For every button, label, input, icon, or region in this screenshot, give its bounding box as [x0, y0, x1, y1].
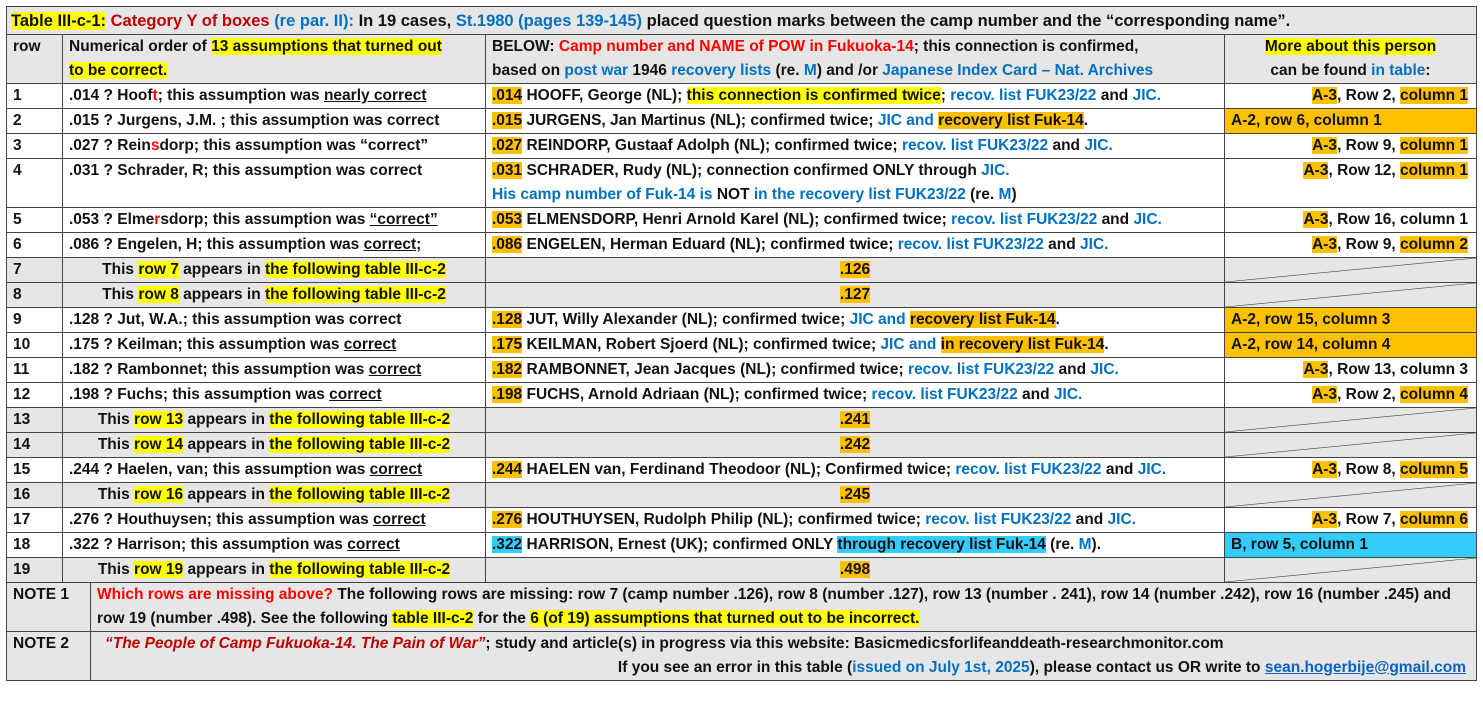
header-row-col: row — [7, 35, 63, 84]
camp-cell: .053 ELMENSDORP, Henri Arnold Karel (NL); confirmed twice; recov. list FUK23/22 and JIC. — [486, 208, 1225, 233]
title-source: St.1980 (pages 139-145) — [455, 11, 643, 30]
reference-cell: A-3, Row 8, column 5 — [1225, 458, 1477, 483]
assumption-cell: .015 ? Jurgens, J.M. ; this assumption was correct — [63, 109, 486, 134]
row-number: 18 — [7, 533, 63, 558]
table-row — [7, 458, 1477, 483]
camp-cell: .322 HARRISON, Ernest (UK); confirmed ONLY through recovery list Fuk-14 (re. M). — [486, 533, 1225, 558]
assumption-cell: .027 ? Reinsdorp; this assumption was “correct” — [63, 134, 486, 159]
table-row — [7, 333, 1477, 358]
camp-cell: .276 HOUTHUYSEN, Rudolph Philip (NL); confirmed twice; recov. list FUK23/22 and JIC. — [486, 508, 1225, 533]
assumption-cell: .014 ? Hooft; this assumption was nearly correct — [63, 84, 486, 109]
header-col3-red: Camp number and NAME of POW in Fukuoka-14 — [558, 38, 914, 55]
assumption-cell: .198 ? Fuchs; this assumption was correct — [63, 383, 486, 408]
assumption-cell: .128 ? Jut, W.A.; this assumption was correct — [63, 308, 486, 333]
reference-cell: A-3, Row 9, column 1 — [1225, 134, 1477, 159]
row-number: 12 — [7, 383, 63, 408]
assumption-cell: .182 ? Rambonnet; this assumption was correct — [63, 358, 486, 383]
assumption-cell: .053 ? Elmersdorp; this assumption was “correct” — [63, 208, 486, 233]
title-label: Table III-c-1: — [11, 11, 107, 30]
row-number: 19 — [7, 558, 63, 583]
moved-row-cell: This row 14 appears in the following table III-c-2 — [63, 433, 486, 458]
camp-cell: .127 — [486, 283, 1225, 308]
header-col3-postwar: post war — [564, 62, 629, 79]
camp-cell: .182 RAMBONNET, Jean Jacques (NL); confirmed twice; recov. list FUK23/22 and JIC. — [486, 358, 1225, 383]
header-assumptions-col — [63, 35, 486, 84]
assumption-cell: .276 ? Houthuysen; this assumption was correct — [63, 508, 486, 533]
assumption-cell: .175 ? Keilman; this assumption was correct — [63, 333, 486, 358]
moved-row-cell: This row 13 appears in the following table III-c-2 — [63, 408, 486, 433]
table-row — [7, 84, 1477, 109]
title-ref: (re par. II): — [274, 11, 354, 30]
camp-cell: .245 — [486, 483, 1225, 508]
header-col3-a: BELOW: — [492, 38, 555, 55]
reference-cell: A-3, Row 2, column 4 — [1225, 383, 1477, 408]
row-number: 17 — [7, 508, 63, 533]
header-col4-d: : — [1425, 62, 1431, 79]
moved-row-cell: This row 7 appears in the following table III-c-2 — [63, 258, 486, 283]
assumption-cell: .322 ? Harrison; this assumption was correct — [63, 533, 486, 558]
table-row — [7, 258, 1477, 283]
camp-cell: .498 — [486, 558, 1225, 583]
note-2 — [7, 631, 1477, 680]
table-row — [7, 558, 1477, 583]
camp-cell: .198 FUCHS, Arnold Adriaan (NL); confirmed twice; recov. list FUK23/22 and JIC. — [486, 383, 1225, 408]
reference-cell: A-3, Row 12, column 1 — [1225, 159, 1477, 208]
table-row — [7, 408, 1477, 433]
diagonal-cell — [1225, 283, 1477, 308]
note-1-text: Which rows are missing above? The following rows are missing: row 7 (camp number .126), row 8 (number .127), row 13 (number . 241), row 14 (number .242), row 16 (number .245) and row 19 (number .498). See the following table III-c-2 for the 6 (of 19) assumptions that turned out to be incorrect. — [91, 582, 1477, 631]
header-col2-b: to be correct. — [69, 62, 168, 79]
reference-cell: A-3, Row 16, column 1 — [1225, 208, 1477, 233]
header-col3-b: ; this connection is confirmed, — [913, 38, 1139, 55]
header-col4-c: in table — [1371, 62, 1426, 79]
table-row — [7, 483, 1477, 508]
row-number: 6 — [7, 233, 63, 258]
table-row — [7, 533, 1477, 558]
table-row — [7, 383, 1477, 408]
header-row — [7, 35, 1477, 84]
note-1-body: The following rows are missing: row 7 (camp number .126), row 8 (number .127), row 13 (number . 241), row 14 (number .242), row 16 (number .245) and row 19 (number .498). See the following — [97, 585, 1452, 627]
reference-cell: A-2, row 15, column 3 — [1225, 308, 1477, 333]
moved-row-cell: This row 16 appears in the following table III-c-2 — [63, 483, 486, 508]
table-row — [7, 159, 1477, 208]
table-row — [7, 208, 1477, 233]
row-number: 10 — [7, 333, 63, 358]
diagonal-cell — [1225, 258, 1477, 283]
header-col3-m: M — [803, 62, 817, 79]
diagonal-cell — [1225, 558, 1477, 583]
title-category: Category Y of boxes — [110, 11, 270, 30]
table-row — [7, 233, 1477, 258]
diagonal-cell — [1225, 408, 1477, 433]
camp-cell: .128 JUT, Willy Alexander (NL); confirmed twice; JIC and recovery list Fuk-14. — [486, 308, 1225, 333]
reference-cell: B, row 5, column 1 — [1225, 533, 1477, 558]
table-frame — [6, 6, 1476, 681]
title-text1: In 19 cases, — [358, 11, 452, 30]
row-number: 4 — [7, 159, 63, 208]
moved-row-cell: This row 19 appears in the following table III-c-2 — [63, 558, 486, 583]
header-col2-a: Numerical order of — [69, 38, 207, 55]
assumption-cell: .244 ? Haelen, van; this assumption was correct — [63, 458, 486, 483]
diagonal-cell — [1225, 433, 1477, 458]
camp-cell: .015 JURGENS, Jan Martinus (NL); confirmed twice; JIC and recovery list Fuk-14. — [486, 109, 1225, 134]
header-col3-recovery: recovery lists — [671, 62, 772, 79]
assumption-cell: .031 ? Schrader, R; this assumption was correct — [63, 159, 486, 208]
table-row — [7, 109, 1477, 134]
reference-cell: A-2, row 14, column 4 — [1225, 333, 1477, 358]
camp-cell: .242 — [486, 433, 1225, 458]
row-number: 16 — [7, 483, 63, 508]
moved-row-cell: This row 8 appears in the following table III-c-2 — [63, 283, 486, 308]
assumption-cell: .086 ? Engelen, H; this assumption was correct; — [63, 233, 486, 258]
camp-cell: .241 — [486, 408, 1225, 433]
row-number: 9 — [7, 308, 63, 333]
row-number: 3 — [7, 134, 63, 159]
row-number: 7 — [7, 258, 63, 283]
category-y-table — [6, 6, 1477, 583]
note-2-text: “The People of Camp Fukuoka-14. The Pain of War”; study and article(s) in progress via this website: Basicmedicsforlifeanddeath-researchmonitor.com If you see an error in this table (issued on July 1st, 2025), please contact us OR write to sean.hogerbije@gmail.com — [91, 631, 1477, 680]
row-number: 14 — [7, 433, 63, 458]
header-col3-jic: Japanese Index Card – Nat. Archives — [882, 62, 1154, 79]
header-camp-col — [486, 35, 1225, 84]
header-col3-and: ) and /or — [816, 62, 878, 79]
row-number: 13 — [7, 408, 63, 433]
table-row — [7, 134, 1477, 159]
note-1 — [7, 582, 1477, 631]
header-col3-c: based on — [492, 62, 561, 79]
note-2-quote: “The People of Camp Fukuoka-14. The Pain of War” — [105, 634, 486, 652]
header-col3-re: (re. — [775, 62, 800, 79]
title-row — [7, 7, 1477, 35]
table-title — [7, 7, 1477, 35]
table-row — [7, 433, 1477, 458]
email-link[interactable]: sean.hogerbije@gmail.com — [1264, 658, 1466, 676]
table-row — [7, 358, 1477, 383]
issued-date: issued on July 1st, 2025 — [852, 658, 1030, 676]
row-number: 2 — [7, 109, 63, 134]
header-col2-hl: 13 assumptions that turned out — [211, 38, 442, 55]
camp-cell: .244 HAELEN van, Ferdinand Theodoor (NL); Confirmed twice; recov. list FUK23/22 and JIC. — [486, 458, 1225, 483]
camp-cell: .086 ENGELEN, Herman Eduard (NL); confirmed twice; recov. list FUK23/22 and JIC. — [486, 233, 1225, 258]
reference-cell: A-3, Row 9, column 2 — [1225, 233, 1477, 258]
note-2-body: ; study and article(s) in progress via this website: Basicmedicsforlifeanddeath-researchmonitor.com — [485, 634, 1224, 652]
camp-cell: .126 — [486, 258, 1225, 283]
note-2-label: NOTE 2 — [7, 631, 91, 680]
reference-cell: A-3, Row 2, column 1 — [1225, 84, 1477, 109]
table-row — [7, 308, 1477, 333]
camp-cell: .027 REINDORP, Gustaaf Adolph (NL); confirmed twice; recov. list FUK23/22 and JIC. — [486, 134, 1225, 159]
header-more-col — [1225, 35, 1477, 84]
header-col4-b: can be found — [1270, 62, 1367, 79]
title-text2: placed question marks between the camp number and the “corresponding name”. — [646, 11, 1291, 30]
row-number: 11 — [7, 358, 63, 383]
header-col4-a: More about this person — [1264, 38, 1437, 55]
camp-cell: .014 HOOFF, George (NL); this connection is confirmed twice; recov. list FUK23/22 and JIC. — [486, 84, 1225, 109]
table-row — [7, 283, 1477, 308]
reference-cell: A-3, Row 13, column 3 — [1225, 358, 1477, 383]
note-1-label: NOTE 1 — [7, 582, 91, 631]
reference-cell: A-2, row 6, column 1 — [1225, 109, 1477, 134]
note-1-table-ref: table III-c-2 — [392, 609, 474, 627]
notes-table — [6, 582, 1477, 681]
diagonal-cell — [1225, 483, 1477, 508]
row-number: 1 — [7, 84, 63, 109]
table-row — [7, 508, 1477, 533]
camp-cell: .031 SCHRADER, Rudy (NL); connection confirmed ONLY through JIC. His camp number of Fuk-14 is NOT in the recovery list FUK23/22 (re. M) — [486, 159, 1225, 208]
row-number: 15 — [7, 458, 63, 483]
reference-cell: A-3, Row 7, column 6 — [1225, 508, 1477, 533]
row-number: 5 — [7, 208, 63, 233]
header-col3-year: 1946 — [632, 62, 667, 79]
camp-cell: .175 KEILMAN, Robert Sjoerd (NL); confirmed twice; JIC and in recovery list Fuk-14. — [486, 333, 1225, 358]
note-1-incorrect: 6 (of 19) assumptions that turned out to be incorrect. — [530, 609, 920, 627]
row-number: 8 — [7, 283, 63, 308]
note-1-question: Which rows are missing above? — [97, 585, 334, 603]
